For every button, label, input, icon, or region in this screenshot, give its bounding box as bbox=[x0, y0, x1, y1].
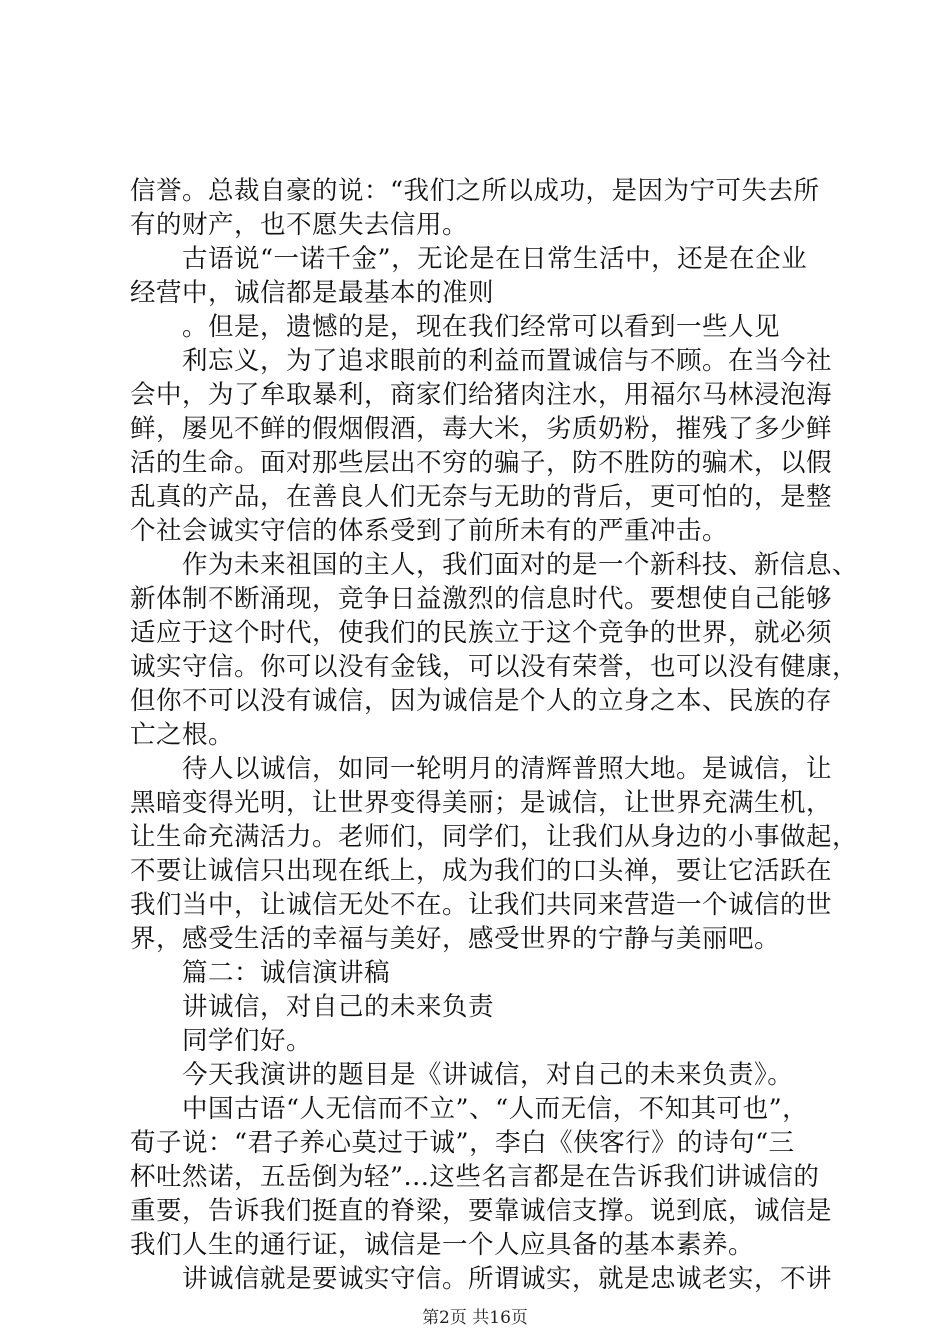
text-line: 会中，为了牟取暴利，商家们给猪肉注水，用福尔马林浸泡海 bbox=[130, 380, 833, 410]
text-line: 利忘义，为了追求眼前的利益而置诚信与不顾。在当今社 bbox=[182, 346, 833, 376]
text-line: 我们当中，让诚信无处不在。让我们共同来营造一个诚信的世 bbox=[130, 890, 833, 920]
text-line: 我们人生的通行证，诚信是一个人应具备的基本素养。 bbox=[130, 1230, 755, 1260]
text-line: 杯吐然诺，五岳倒为轻”...这些名言都是在告诉我们讲诚信的 bbox=[130, 1162, 820, 1192]
text-line: 信誉。总裁自豪的说：“我们之所以成功，是因为宁可失去所 bbox=[130, 176, 820, 206]
section-heading: 篇二：诚信演讲稿 bbox=[182, 958, 391, 988]
text-line: 界，感受生活的幸福与美好，感受世界的宁静与美丽吧。 bbox=[130, 924, 781, 954]
text-line: 活的生命。面对那些层出不穷的骗子，防不胜防的骗术，以假 bbox=[130, 448, 833, 478]
speech-title: 讲诚信，对自己的未来负责 bbox=[182, 992, 495, 1022]
text-line: 今天我演讲的题目是《讲诚信，对自己的未来负责》。 bbox=[182, 1060, 794, 1090]
text-line: 新体制不断涌现，竞争日益激烈的信息时代。要想使自己能够 bbox=[130, 584, 833, 614]
text-line: 诚实守信。你可以没有金钱，可以没有荣誉，也可以没有健康， bbox=[130, 652, 859, 682]
text-line: 个社会诚实守信的体系受到了前所未有的严重冲击。 bbox=[130, 516, 729, 546]
text-line: 有的财产，也不愿失去信用。 bbox=[130, 210, 469, 240]
text-line: 乱真的产品，在善良人们无奈与无助的背后，更可怕的，是整 bbox=[130, 482, 833, 512]
text-line: 中国古语“人无信而不立”、“人而无信，不知其可也”， bbox=[182, 1094, 809, 1124]
text-line: 。但是，遗憾的是，现在我们经常可以看到一些人见 bbox=[182, 312, 781, 342]
text-line: 待人以诚信，如同一轮明月的清辉普照大地。是诚信，让 bbox=[182, 754, 833, 784]
text-line: 但你不可以没有诚信，因为诚信是个人的立身之本、民族的存 bbox=[130, 686, 833, 716]
text-line: 重要，告诉我们挺直的脊梁，要靠诚信支撑。说到底，诚信是 bbox=[130, 1196, 833, 1226]
text-line: 同学们好。 bbox=[182, 1026, 313, 1056]
text-line: 适应于这个时代，使我们的民族立于这个竞争的世界，就必须 bbox=[130, 618, 833, 648]
text-line: 古语说“一诺千金”，无论是在日常生活中，还是在企业 bbox=[182, 244, 808, 274]
text-line: 亡之根。 bbox=[130, 720, 235, 750]
text-line: 不要让诚信只出现在纸上，成为我们的口头禅，要让它活跃在 bbox=[130, 856, 833, 886]
text-line: 作为未来祖国的主人，我们面对的是一个新科技、新信息、 bbox=[182, 550, 859, 580]
page-number-footer: 第2页 共16页 bbox=[422, 1308, 528, 1328]
text-line: 经营中，诚信都是最基本的准则 bbox=[130, 278, 495, 308]
text-line: 鲜，屡见不鲜的假烟假酒，毒大米，劣质奶粉，摧残了多少鲜 bbox=[130, 414, 833, 444]
text-line: 荀子说：“君子养心莫过于诚”，李白《侠客行》的诗句“三 bbox=[130, 1128, 795, 1158]
text-line: 黑暗变得光明，让世界变得美丽；是诚信，让世界充满生机， bbox=[130, 788, 833, 818]
text-line: 让生命充满活力。老师们，同学们，让我们从身边的小事做起， bbox=[130, 822, 859, 852]
text-line: 讲诚信就是要诚实守信。所谓诚实，就是忠诚老实，不讲 bbox=[182, 1264, 833, 1294]
